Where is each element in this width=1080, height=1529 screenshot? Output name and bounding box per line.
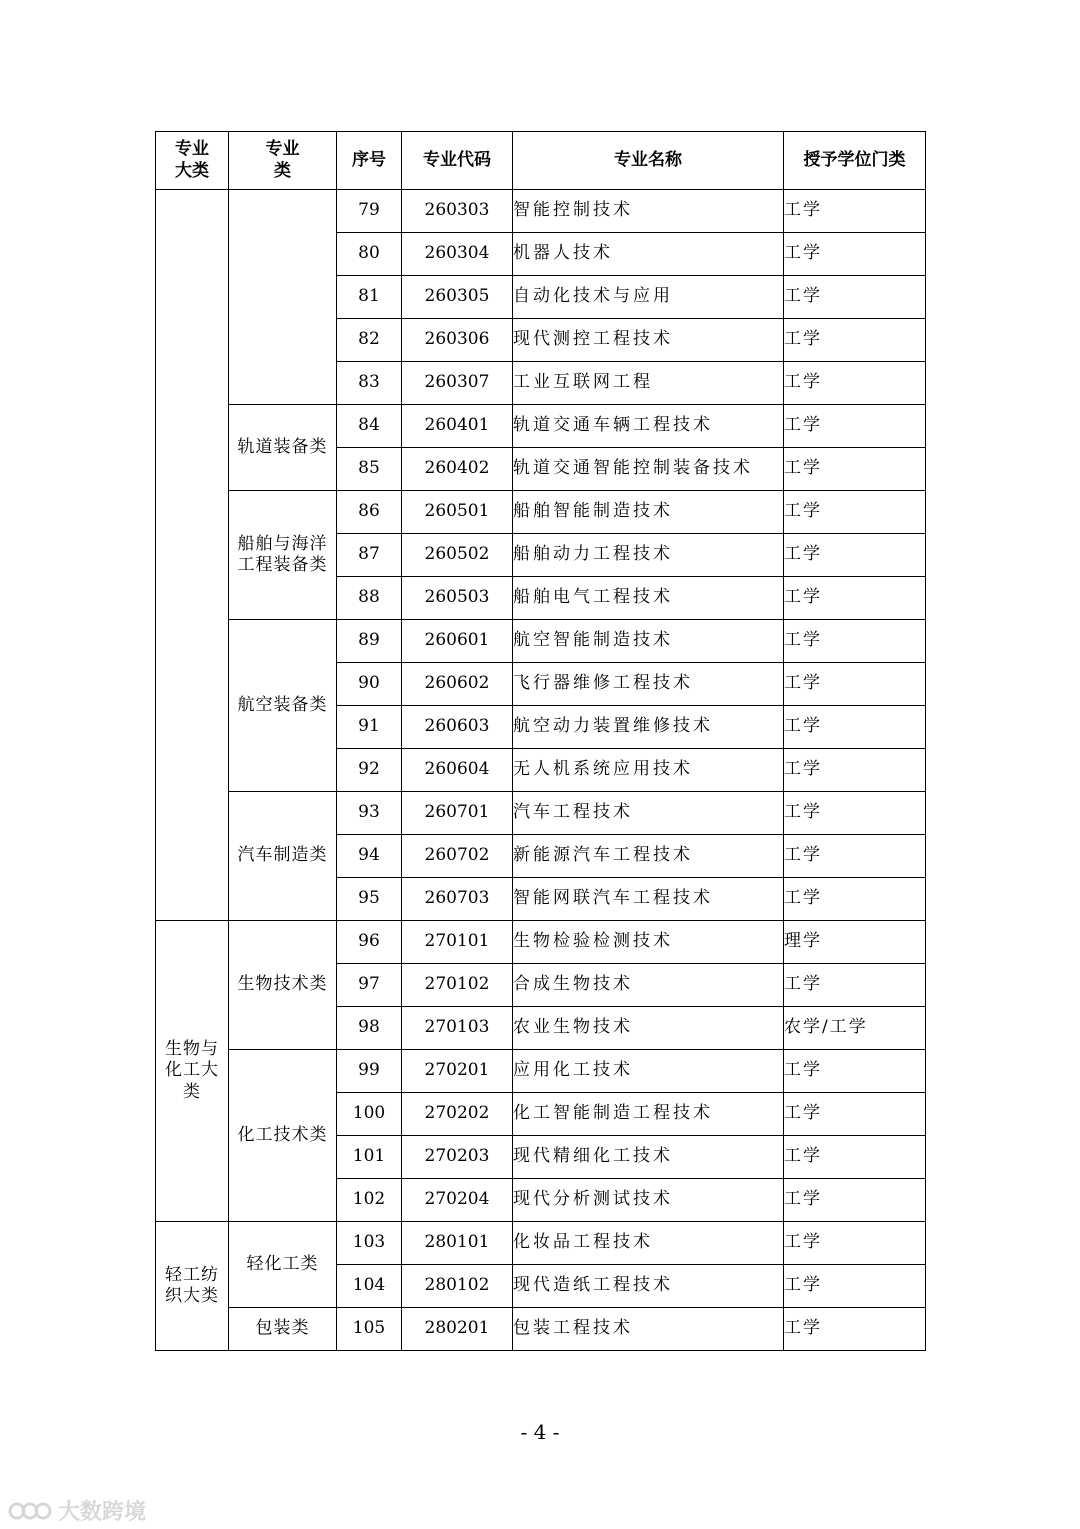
- header-subcategory: 专业 类: [229, 132, 337, 190]
- degree-cell: 工学: [784, 878, 926, 921]
- degree-cell: 工学: [784, 1050, 926, 1093]
- code-cell: 270204: [402, 1179, 513, 1222]
- watermark-text: 大数跨境: [58, 1500, 147, 1525]
- number-cell: 96: [337, 921, 402, 964]
- header-name: 专业名称: [513, 132, 784, 190]
- number-cell: 93: [337, 792, 402, 835]
- degree-cell: 工学: [784, 620, 926, 663]
- name-cell: 生物检验检测技术: [513, 921, 784, 964]
- degree-cell: 工学: [784, 276, 926, 319]
- degree-cell: 工学: [784, 1093, 926, 1136]
- number-cell: 84: [337, 405, 402, 448]
- code-cell: 270201: [402, 1050, 513, 1093]
- degree-cell: 工学: [784, 964, 926, 1007]
- degree-cell: 工学: [784, 190, 926, 233]
- number-cell: 85: [337, 448, 402, 491]
- code-cell: 270202: [402, 1093, 513, 1136]
- number-cell: 86: [337, 491, 402, 534]
- number-cell: 103: [337, 1222, 402, 1265]
- degree-cell: 工学: [784, 319, 926, 362]
- table-header-row: [156, 132, 926, 190]
- subcategory-cell: 化工技术类: [229, 1050, 337, 1222]
- code-cell: 270101: [402, 921, 513, 964]
- code-cell: 260702: [402, 835, 513, 878]
- number-cell: 81: [337, 276, 402, 319]
- header-code: 专业代码: [402, 132, 513, 190]
- subcategory-cell: [229, 190, 337, 405]
- name-cell: 船舶动力工程技术: [513, 534, 784, 577]
- subcategory-cell: 汽车制造类: [229, 792, 337, 921]
- table-row: [156, 1308, 926, 1351]
- name-cell: 现代精细化工技术: [513, 1136, 784, 1179]
- code-cell: 260703: [402, 878, 513, 921]
- name-cell: 飞行器维修工程技术: [513, 663, 784, 706]
- category-cell: 生物与 化工大 类: [156, 921, 229, 1222]
- code-cell: 260305: [402, 276, 513, 319]
- code-cell: 270203: [402, 1136, 513, 1179]
- name-cell: 无人机系统应用技术: [513, 749, 784, 792]
- code-cell: 260401: [402, 405, 513, 448]
- degree-cell: 工学: [784, 1308, 926, 1351]
- degree-cell: 工学: [784, 405, 926, 448]
- table-row: [156, 190, 926, 233]
- number-cell: 80: [337, 233, 402, 276]
- page-number: - 4 -: [520, 1420, 560, 1444]
- name-cell: 轨道交通智能控制装备技术: [513, 448, 784, 491]
- table-body: [156, 190, 926, 1351]
- number-cell: 98: [337, 1007, 402, 1050]
- subcategory-cell: 船舶与海洋 工程装备类: [229, 491, 337, 620]
- name-cell: 汽车工程技术: [513, 792, 784, 835]
- number-cell: 104: [337, 1265, 402, 1308]
- code-cell: 260306: [402, 319, 513, 362]
- subcategory-cell: 包装类: [229, 1308, 337, 1351]
- name-cell: 包装工程技术: [513, 1308, 784, 1351]
- name-cell: 智能控制技术: [513, 190, 784, 233]
- category-cell: [156, 190, 229, 921]
- degree-cell: 工学: [784, 1136, 926, 1179]
- code-cell: 280201: [402, 1308, 513, 1351]
- degree-cell: 工学: [784, 1265, 926, 1308]
- code-cell: 260602: [402, 663, 513, 706]
- table-row: [156, 491, 926, 534]
- table-row: [156, 792, 926, 835]
- code-cell: 270102: [402, 964, 513, 1007]
- code-cell: 270103: [402, 1007, 513, 1050]
- number-cell: 90: [337, 663, 402, 706]
- code-cell: 260503: [402, 577, 513, 620]
- name-cell: 轨道交通车辆工程技术: [513, 405, 784, 448]
- code-cell: 260501: [402, 491, 513, 534]
- number-cell: 101: [337, 1136, 402, 1179]
- number-cell: 95: [337, 878, 402, 921]
- name-cell: 航空智能制造技术: [513, 620, 784, 663]
- name-cell: 航空动力装置维修技术: [513, 706, 784, 749]
- subcategory-cell: 轨道装备类: [229, 405, 337, 491]
- name-cell: 现代分析测试技术: [513, 1179, 784, 1222]
- degree-cell: 工学: [784, 749, 926, 792]
- number-cell: 100: [337, 1093, 402, 1136]
- number-cell: 105: [337, 1308, 402, 1351]
- name-cell: 船舶电气工程技术: [513, 577, 784, 620]
- degree-cell: 农学/工学: [784, 1007, 926, 1050]
- number-cell: 102: [337, 1179, 402, 1222]
- table-row: [156, 1050, 926, 1093]
- degree-cell: 工学: [784, 835, 926, 878]
- degree-cell: 工学: [784, 792, 926, 835]
- name-cell: 新能源汽车工程技术: [513, 835, 784, 878]
- number-cell: 92: [337, 749, 402, 792]
- number-cell: 83: [337, 362, 402, 405]
- number-cell: 91: [337, 706, 402, 749]
- majors-table: [155, 131, 926, 1351]
- table-row: [156, 620, 926, 663]
- degree-cell: 工学: [784, 534, 926, 577]
- number-cell: 97: [337, 964, 402, 1007]
- degree-cell: 理学: [784, 921, 926, 964]
- logo-icon: [8, 1497, 52, 1525]
- degree-cell: 工学: [784, 577, 926, 620]
- number-cell: 87: [337, 534, 402, 577]
- degree-cell: 工学: [784, 706, 926, 749]
- table-row: [156, 1222, 926, 1265]
- degree-cell: 工学: [784, 233, 926, 276]
- code-cell: 260402: [402, 448, 513, 491]
- number-cell: 88: [337, 577, 402, 620]
- header-number: 序号: [337, 132, 402, 190]
- degree-cell: 工学: [784, 663, 926, 706]
- number-cell: 94: [337, 835, 402, 878]
- name-cell: 现代测控工程技术: [513, 319, 784, 362]
- subcategory-cell: 航空装备类: [229, 620, 337, 792]
- code-cell: 260701: [402, 792, 513, 835]
- name-cell: 应用化工技术: [513, 1050, 784, 1093]
- code-cell: 260502: [402, 534, 513, 577]
- name-cell: 机器人技术: [513, 233, 784, 276]
- code-cell: 260303: [402, 190, 513, 233]
- name-cell: 合成生物技术: [513, 964, 784, 1007]
- degree-cell: 工学: [784, 1222, 926, 1265]
- name-cell: 工业互联网工程: [513, 362, 784, 405]
- code-cell: 280101: [402, 1222, 513, 1265]
- header-category: 专业 大类: [156, 132, 229, 190]
- header-degree: 授予学位门类: [784, 132, 926, 190]
- number-cell: 82: [337, 319, 402, 362]
- number-cell: 79: [337, 190, 402, 233]
- name-cell: 船舶智能制造技术: [513, 491, 784, 534]
- subcategory-cell: 生物技术类: [229, 921, 337, 1050]
- degree-cell: 工学: [784, 362, 926, 405]
- name-cell: 现代造纸工程技术: [513, 1265, 784, 1308]
- table-row: [156, 405, 926, 448]
- degree-cell: 工学: [784, 448, 926, 491]
- name-cell: 自动化技术与应用: [513, 276, 784, 319]
- code-cell: 260304: [402, 233, 513, 276]
- name-cell: 化工智能制造工程技术: [513, 1093, 784, 1136]
- degree-cell: 工学: [784, 1179, 926, 1222]
- subcategory-cell: 轻化工类: [229, 1222, 337, 1308]
- number-cell: 99: [337, 1050, 402, 1093]
- name-cell: 智能网联汽车工程技术: [513, 878, 784, 921]
- code-cell: 260603: [402, 706, 513, 749]
- category-cell: 轻工纺 织大类: [156, 1222, 229, 1351]
- code-cell: 260604: [402, 749, 513, 792]
- number-cell: 89: [337, 620, 402, 663]
- table-row: [156, 921, 926, 964]
- code-cell: 260307: [402, 362, 513, 405]
- name-cell: 化妆品工程技术: [513, 1222, 784, 1265]
- code-cell: 260601: [402, 620, 513, 663]
- watermark: [8, 1495, 146, 1526]
- code-cell: 280102: [402, 1265, 513, 1308]
- name-cell: 农业生物技术: [513, 1007, 784, 1050]
- degree-cell: 工学: [784, 491, 926, 534]
